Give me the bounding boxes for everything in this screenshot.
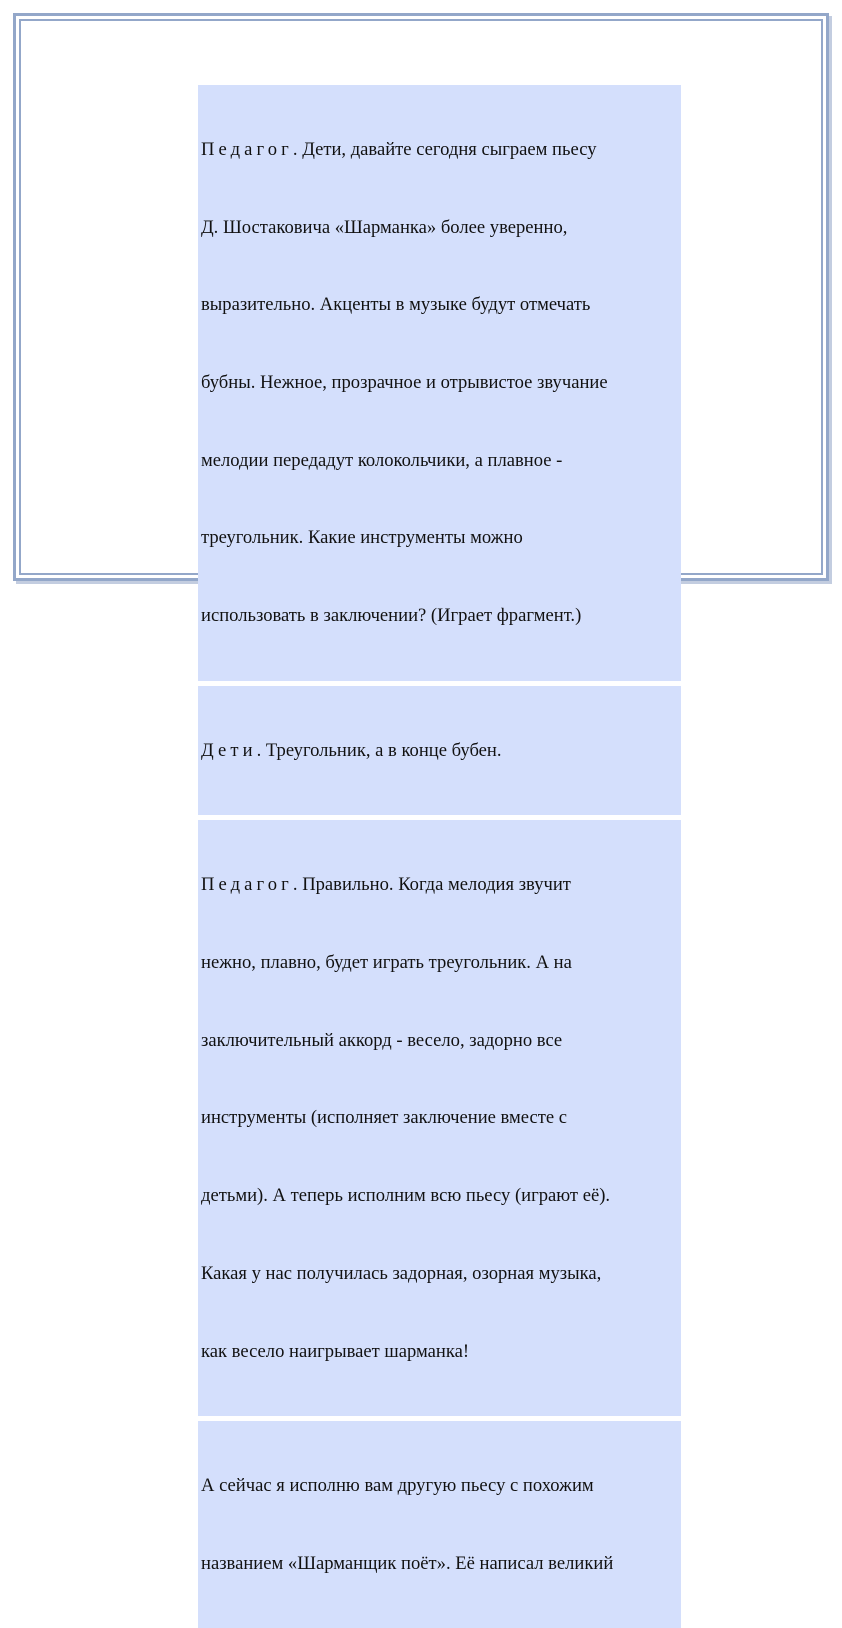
text-line: детьми). А теперь исполним всю пьесу (играют её). [201,1185,611,1207]
text-line: нежно, плавно, будет играть треугольник. А на [201,951,572,973]
paragraph-teacher-2 [198,820,681,1416]
paragraph-teacher-3 [198,1421,681,1628]
text-line: треугольник. Какие инструменты можно [201,527,523,549]
text-line: заключительный аккорд - весело, задорно все [201,1029,563,1051]
text-block [198,85,681,1628]
text-line: мелодии передадут колокольчики, а плавное - [201,449,563,471]
text-line: А сейчас я исполню вам другую пьесу с похожим [201,1475,594,1497]
text-line: Дети. Треугольник, а в конце бубен. [201,739,502,761]
speaker-label: Педагог [201,138,293,160]
text-line: как весело наигрывает шарманка! [201,1340,470,1362]
text-line: Д. Шостаковича «Шарманка» более уверенно, [201,216,568,238]
text-line: бубны. Нежное, прозрачное и отрывистое звучание [201,371,608,393]
speaker-label: Дети [201,739,257,761]
speaker-label: Педагог [201,874,293,896]
paragraph-teacher-1 [198,85,681,681]
text-line: названием «Шарманщик поёт». Её написал великий [201,1552,614,1574]
text-line: выразительно. Акценты в музыке будут отмечать [201,294,591,316]
text-line: Педагог. Правильно. Когда мелодия звучит [201,874,571,896]
text-line: инструменты (исполняет заключение вместе с [201,1107,568,1129]
paragraph-children [198,686,681,816]
text-line: использовать в заключении? (Играет фрагмент.) [201,605,582,627]
text-line: Педагог. Дети, давайте сегодня сыграем пьесу [201,138,597,160]
text-line: Какая у нас получилась задорная, озорная музыка, [201,1262,602,1284]
